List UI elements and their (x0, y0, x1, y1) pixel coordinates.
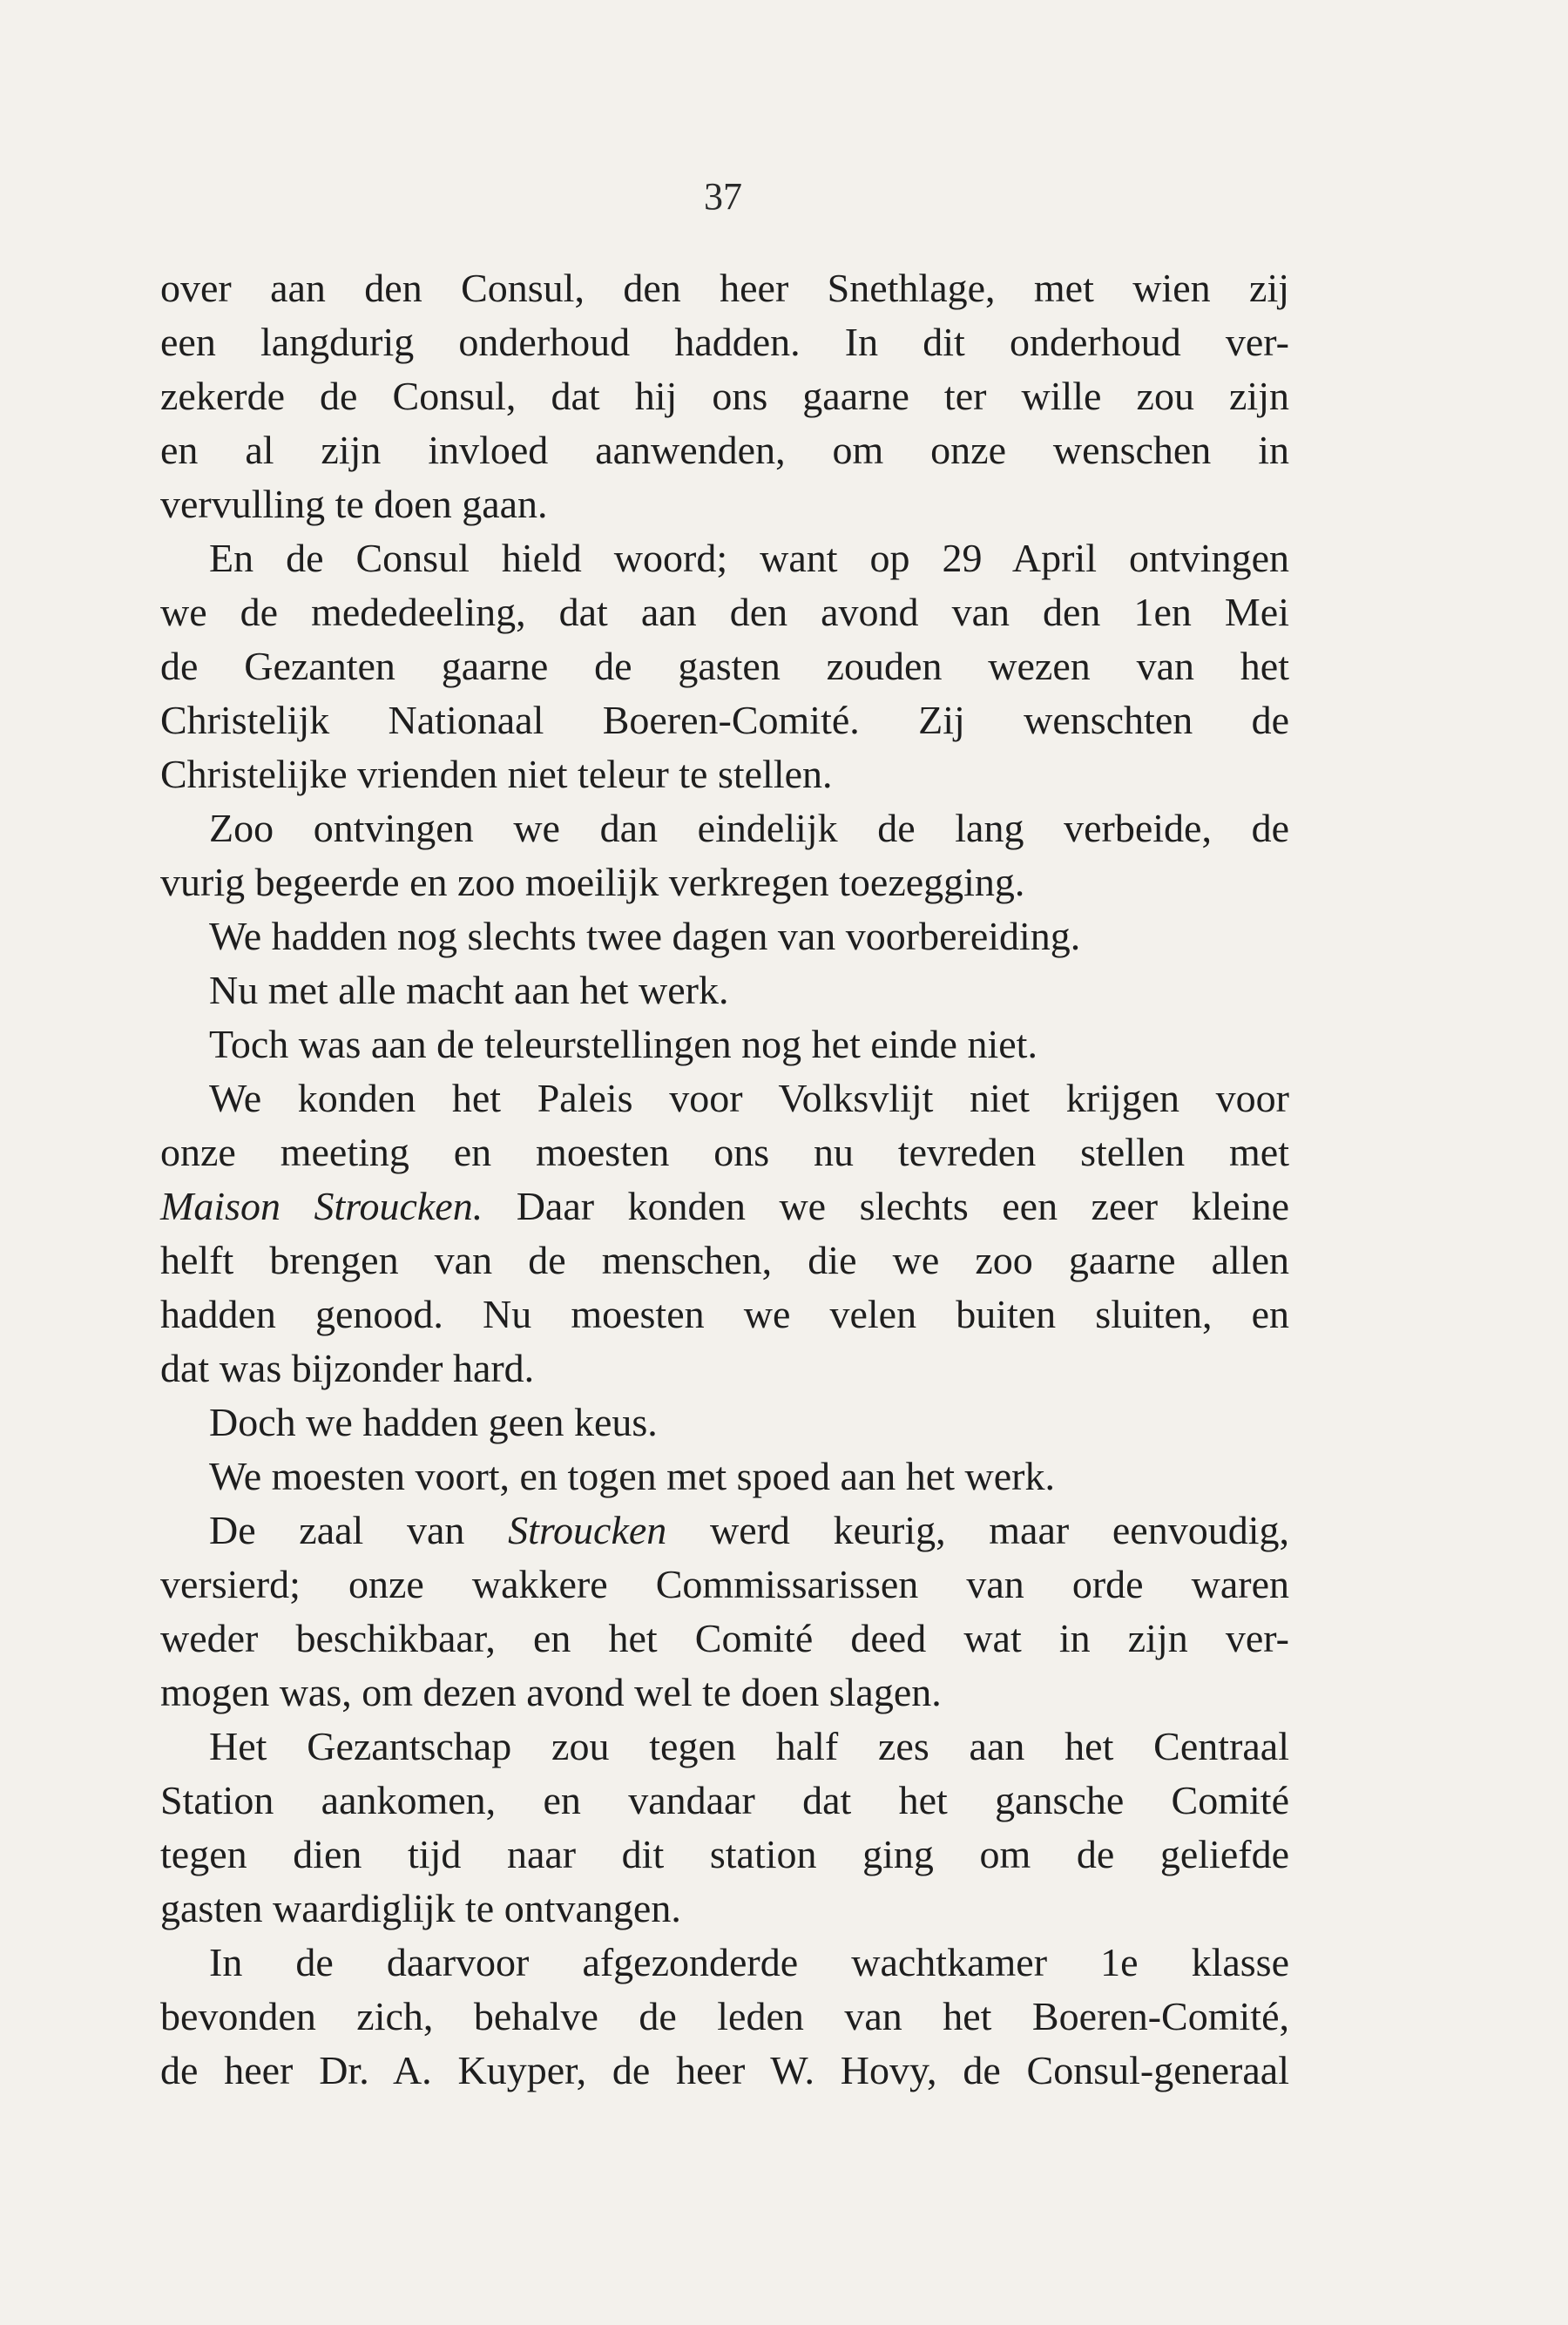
line-text: helft brengen van de menschen, die we zoo gaarne allen (160, 1238, 1289, 1282)
text-line (160, 585, 1289, 639)
text-line (160, 801, 1289, 855)
text-line (160, 261, 1289, 315)
text-line (160, 1125, 1289, 1179)
line-text: Het Gezantschap zou tegen half zes aan het Centraal (209, 1724, 1289, 1768)
text-line (160, 1342, 1289, 1396)
line-text: We moesten voort, en togen met spoed aan het werk. (209, 1454, 1055, 1498)
text-line (160, 1936, 1289, 1990)
text-line (160, 315, 1289, 369)
line-text: Nu met alle macht aan het werk. (209, 968, 729, 1012)
text-line (160, 1288, 1289, 1342)
line-text: over aan den Consul, den heer Snethlage, met wien zij (160, 266, 1289, 310)
text-line (160, 693, 1289, 747)
text-line (160, 1882, 1289, 1936)
line-text: gasten waardiglijk te ontvangen. (160, 1886, 681, 1930)
line-text: Doch we hadden geen keus. (209, 1400, 658, 1444)
text-line (160, 1828, 1289, 1882)
text-line (160, 1612, 1289, 1666)
line-text: bevonden zich, behalve de leden van het Boeren-Comité, (160, 1994, 1289, 2038)
line-text: Daar konden we slechts een zeer kleine (483, 1184, 1290, 1228)
line-text: We konden het Paleis voor Volksvlijt niet krijgen voor (209, 1076, 1289, 1120)
line-text: werd keurig, maar eenvoudig, (666, 1508, 1289, 1552)
text-line (160, 2044, 1289, 2098)
text-line (160, 1504, 1289, 1558)
line-text: versierd; onze wakkere Commissarissen van orde waren (160, 1562, 1289, 1606)
text-line (160, 1450, 1289, 1504)
text-line (160, 1666, 1289, 1720)
line-text: vervulling te doen gaan. (160, 482, 548, 526)
text-line (160, 1720, 1289, 1774)
text-line (160, 1233, 1289, 1288)
line-text: de Gezanten gaarne de gasten zouden wezen van het (160, 644, 1289, 688)
text-line (160, 1990, 1289, 2044)
text-line (160, 639, 1289, 693)
line-text: vurig begeerde en zoo moeilijk verkregen toezegging. (160, 860, 1025, 904)
text-line (160, 963, 1289, 1017)
body-text (160, 261, 1289, 2098)
line-text: hadden genood. Nu moesten we velen buiten sluiten, en (160, 1292, 1289, 1336)
line-text: en al zijn invloed aanwenden, om onze wenschen in (160, 428, 1289, 472)
text-line (160, 477, 1289, 531)
line-text: de heer Dr. A. Kuyper, de heer W. Hovy, de Consul-generaal (160, 2048, 1289, 2092)
text-line (160, 855, 1289, 909)
line-text: zekerde de Consul, dat hij ons gaarne ter wille zou zijn (160, 374, 1289, 418)
line-text: tegen dien tijd naar dit station ging om de geliefde (160, 1832, 1289, 1876)
text-line (160, 1396, 1289, 1450)
line-text-pre: De zaal van (209, 1508, 509, 1552)
text-line (160, 369, 1289, 423)
line-text: weder beschikbaar, en het Comité deed wat in zijn ver- (160, 1616, 1289, 1660)
line-text-italic: Maison Stroucken. (160, 1184, 483, 1228)
line-text: onze meeting en moesten ons nu tevreden stellen met (160, 1130, 1289, 1174)
line-text: En de Consul hield woord; want op 29 April ontvingen (209, 536, 1289, 580)
text-line (160, 1558, 1289, 1612)
text-line (160, 1017, 1289, 1071)
line-text: een langdurig onderhoud hadden. In dit onderhoud ver- (160, 320, 1289, 364)
text-line (160, 423, 1289, 477)
line-text: dat was bijzonder hard. (160, 1346, 535, 1390)
text-line (160, 1071, 1289, 1125)
line-text-italic: Stroucken (508, 1508, 667, 1552)
line-text: Toch was aan de teleurstellingen nog het einde niet. (209, 1022, 1037, 1066)
line-text: Christelijke vrienden niet teleur te stellen. (160, 752, 833, 796)
line-text: Station aankomen, en vandaar dat het gansche Comité (160, 1778, 1289, 1822)
line-text: In de daarvoor afgezonderde wachtkamer 1e klasse (209, 1940, 1289, 1984)
text-line (160, 1774, 1289, 1828)
text-line (160, 1179, 1289, 1233)
line-text: mogen was, om dezen avond wel te doen slagen. (160, 1670, 942, 1714)
line-text: we de mededeeling, dat aan den avond van den 1en Mei (160, 590, 1289, 634)
page-number: 37 (704, 175, 742, 218)
text-line (160, 909, 1289, 963)
text-line (160, 747, 1289, 801)
line-text: Zoo ontvingen we dan eindelijk de lang verbeide, de (209, 806, 1289, 850)
line-text: We hadden nog slechts twee dagen van voorbereiding. (209, 914, 1081, 958)
line-text: Christelijk Nationaal Boeren-Comité. Zij wenschten de (160, 698, 1289, 742)
text-line (160, 531, 1289, 585)
